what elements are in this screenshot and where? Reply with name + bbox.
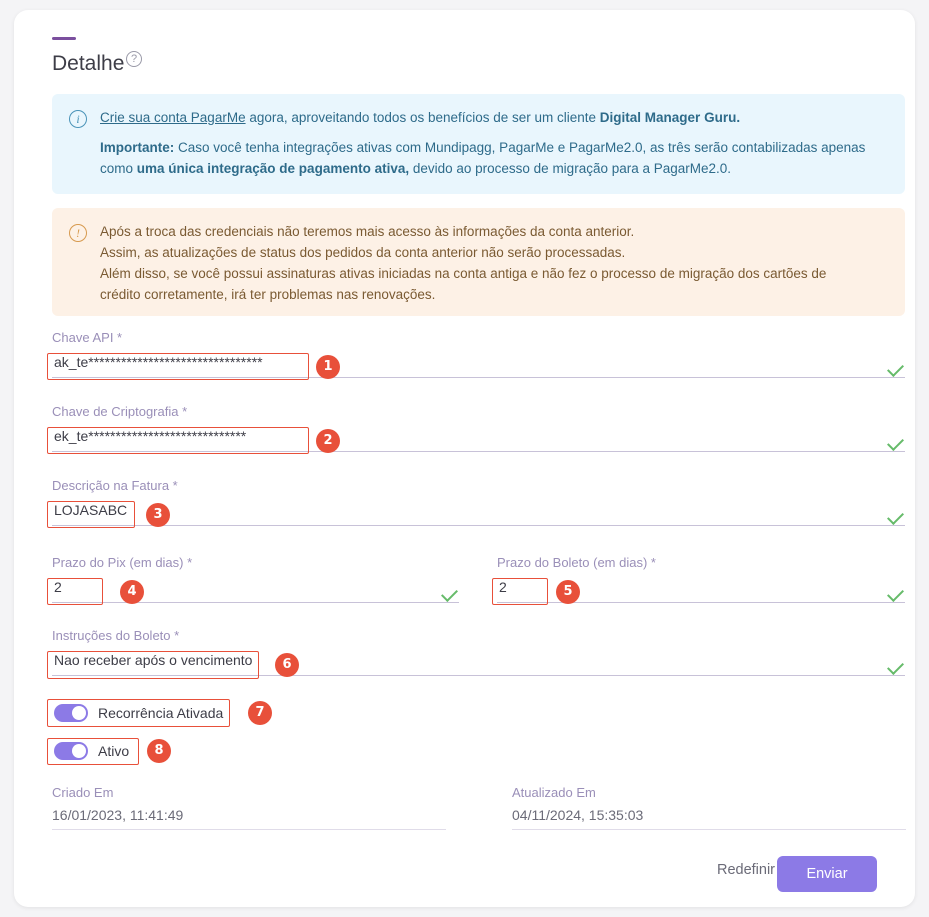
annotation-badge-4: 4 (120, 580, 144, 604)
warning-icon: ! (69, 224, 87, 242)
updated-value: 04/11/2024, 15:35:03 (512, 807, 906, 830)
boleto-deadline-label: Prazo do Boleto (em dias) * (497, 555, 656, 570)
info-line2-a: Caso você tenha integrações ativas com Mundipagg, PagarMe e PagarMe2.0, as três serão contabilizadas apenas como (100, 139, 866, 176)
invoice-description-input[interactable] (52, 499, 905, 524)
help-icon[interactable]: ? (126, 51, 142, 67)
crypto-key-input[interactable] (52, 425, 905, 450)
reset-button[interactable]: Redefinir (711, 861, 781, 879)
meta-created (52, 785, 446, 830)
api-key-input-wrap (52, 351, 905, 378)
info-link-create-account: Crie sua conta (100, 110, 191, 125)
notice-spacer (100, 129, 891, 138)
field-api-key (52, 330, 905, 378)
boleto-instructions-input[interactable] (52, 649, 905, 674)
annotation-badge-1: 1 (316, 355, 340, 379)
info-line2-b: devido ao processo de migração para a PagarMe2.0. (409, 160, 732, 176)
created-value: 16/01/2023, 11:41:49 (52, 807, 446, 830)
annotation-badge-5: 5 (556, 580, 580, 604)
annotation-badge-2: 2 (316, 429, 340, 453)
page-title: Detalhe (52, 52, 125, 75)
warning-line-4: crédito corretamente, irá ter problemas nas renovações. (100, 286, 436, 302)
field-invoice-description (52, 478, 905, 526)
pagarme-link[interactable]: PagarMe (190, 110, 246, 125)
toggle-active-switch[interactable] (54, 742, 88, 760)
warning-notice (52, 208, 905, 316)
crypto-key-input-wrap (52, 425, 905, 452)
field-pix-deadline (52, 555, 459, 603)
info-notice-line1 (100, 108, 891, 129)
toggle-recurrence-switch[interactable] (54, 704, 88, 722)
api-key-input[interactable] (52, 351, 905, 376)
warning-line-3: Além disso, se você possui assinaturas ativas iniciadas na conta antiga e não fez o processo de migração dos cartões de (100, 265, 827, 281)
info-line1-mid: agora, aproveitando todos os benefícios de ser um cliente (245, 110, 600, 125)
detail-card (14, 10, 915, 907)
info-line2-important: Importante: (100, 139, 175, 155)
toggle-active[interactable] (54, 742, 129, 760)
field-boleto-instructions (52, 628, 905, 676)
annotation-badge-7: 7 (248, 701, 272, 725)
annotation-badge-3: 3 (146, 503, 170, 527)
warning-line-2: Assim, as atualizações de status dos pedidos da conta anterior não serão processadas. (100, 244, 626, 260)
info-line2-strong2: uma única integração de pagamento ativa, (136, 160, 410, 176)
toggle-recurrence-label: Recorrência Ativada (98, 705, 224, 721)
accent-bar (52, 37, 76, 40)
info-notice-line2 (100, 138, 891, 180)
invoice-description-label: Descrição na Fatura * (52, 478, 178, 493)
toggle-knob (72, 706, 86, 720)
invoice-description-input-wrap (52, 499, 905, 526)
annotation-badge-8: 8 (147, 739, 171, 763)
crypto-key-label: Chave de Criptografia * (52, 404, 188, 419)
api-key-label: Chave API * (52, 330, 123, 345)
toggle-knob (72, 744, 86, 758)
submit-button[interactable]: Enviar (777, 856, 877, 892)
pix-deadline-input-wrap (52, 576, 459, 603)
annotation-badge-6: 6 (275, 653, 299, 677)
pix-deadline-label: Prazo do Pix (em dias) * (52, 555, 193, 570)
toggle-active-label: Ativo (98, 743, 130, 759)
meta-updated (512, 785, 906, 830)
boleto-instructions-input-wrap (52, 649, 905, 676)
info-notice (52, 94, 905, 194)
toggle-recurrence[interactable] (54, 704, 223, 722)
pix-deadline-input[interactable] (52, 576, 459, 601)
info-line1-strong: Digital Manager Guru. (599, 110, 741, 125)
updated-label: Atualizado Em (512, 785, 596, 800)
info-icon: i (69, 110, 87, 128)
boleto-instructions-label: Instruções do Boleto * (52, 628, 180, 643)
created-label: Criado Em (52, 785, 114, 800)
warning-line-1: Após a troca das credenciais não teremos mais acesso às informações da conta anterior. (100, 224, 635, 239)
field-crypto-key (52, 404, 905, 452)
